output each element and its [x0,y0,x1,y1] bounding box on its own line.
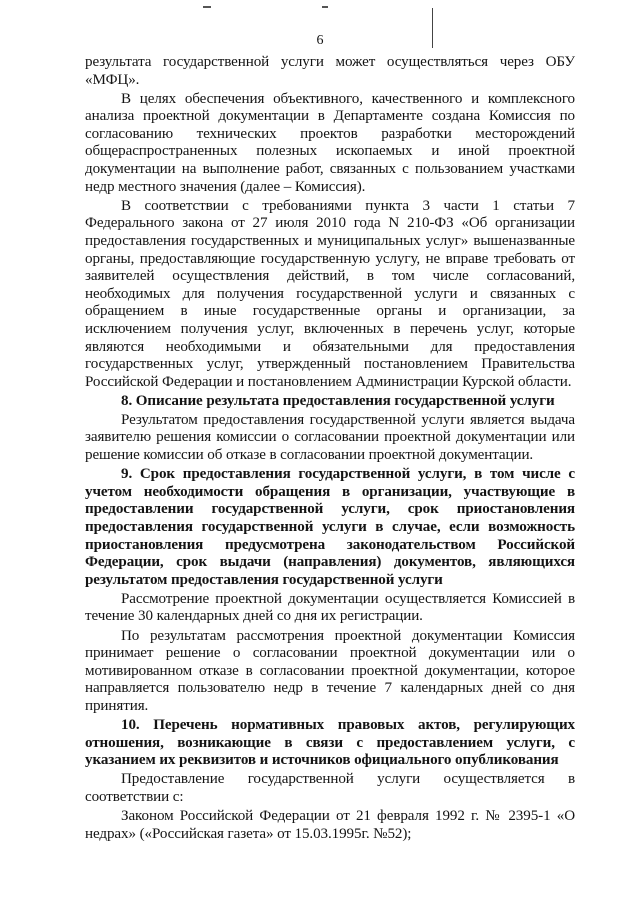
scan-mark-right [322,6,328,8]
paragraph: результата государственной услуги может осуществляться через ОБУ «МФЦ». [85,54,575,88]
document-body [85,54,575,845]
paragraph: По результатам рассмотрения проектной документации Комиссия принимает решение о согласовании проектной документации или о мотивированном отказе в согласовании проектной документации, которое направляется пользователю недр в течение 7 календарных дней со дня принятия. [85,627,575,714]
section-heading: 10. Перечень нормативных правовых актов, регулирующих отношения, возникающие в связи с предоставлением услуги, с указанием их реквизитов и источников официального опубликования [85,716,575,769]
paragraph: Законом Российской Федерации от 21 февраля 1992 г. № 2395-1 «О недрах» («Российская газета» от 15.03.1995г. №52); [85,807,575,842]
page-number: 6 [316,33,324,48]
paragraph: В целях обеспечения объективного, качественного и комплексного анализа проектной документации в Департаменте создана Комиссия по согласованию технических проектов разработки месторождений общераспространенных полезных ископаемых и иной проектной документации на выполнение работ, связанных с пользованием участками недр местного значения (далее – Комиссия). [85,90,575,195]
paragraph: Рассмотрение проектной документации осуществляется Комиссией в течение 30 календарных дней со дня их регистрации. [85,590,575,625]
paragraph: В соответствии с требованиями пункта 3 части 1 статьи 7 Федерального закона от 27 июля 2010 года N 210-ФЗ «Об организации предоставления государственных и муниципальных услуг» вышеназванные органы, предоставляющие государственную услугу, не вправе требовать от заявителей осуществления действий, в том числе согласований, необходимых для получения государственной услуги и связанных с обращением в иные государственные органы и организации, за исключением получения услуг, включенных в перечень услуг, которые являются необходимыми и обязательными для предоставления государственных услуг, утвержденный постановлением Правительства Российской Федерации и постановлением Администрации Курской области. [85,197,575,390]
paragraph: Предоставление государственной услуги осуществляется в соответствии с: [85,771,575,805]
section-heading: 9. Срок предоставления государственной услуги, в том числе с учетом необходимости обращения в организации, участвующие в предоставлении государственной услуги, срок приостановления предоставления государственной услуги в случае, если возможность приостановления предусмотрена законодательством Российской Федерации, срок выдачи (направления) документов, являющихся результатом предоставления государственной услуги [85,466,575,588]
scan-mark-left [203,6,211,8]
paragraph: Результатом предоставления государственной услуги является выдача заявителю решения комиссии о согласовании проектной документации или решение комиссии об отказе в согласовании проектной документации. [85,411,575,464]
section-heading: 8. Описание результата предоставления государственной услуги [121,392,555,409]
